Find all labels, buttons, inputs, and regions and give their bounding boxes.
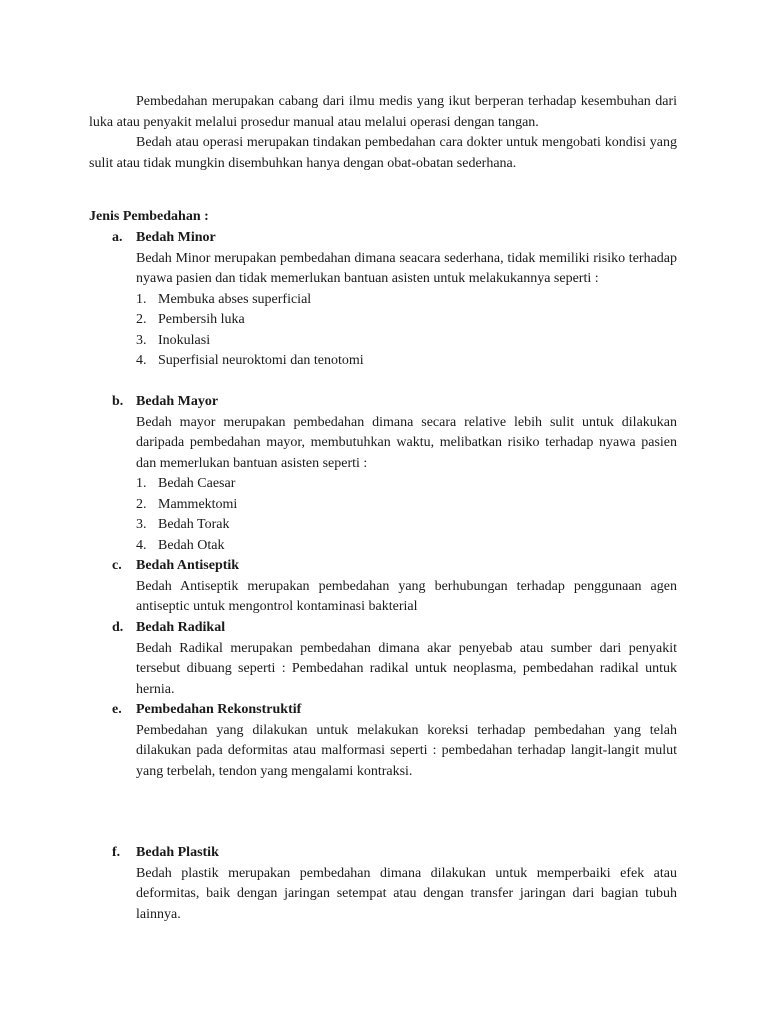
section-title: Bedah Minor [136,230,216,245]
section-description: Bedah Antiseptik merupakan pembedahan yang berhubungan terhadap penggunaan agen antiseptic untuk mengontrol kontaminasi bakterial [136,578,677,614]
section-bedah-minor [112,228,677,372]
list-item-text: Bedah Otak [158,537,225,553]
section-title: Bedah Antiseptik [136,558,240,573]
list-item-text: Membuka abses superficial [158,291,312,307]
list-item [136,536,677,557]
section-pembedahan-rekonstruktif [112,700,677,782]
list-item-number: 1. [136,291,147,307]
intro-paragraph-2: Bedah atau operasi merupakan tindakan pembedahan cara dokter untuk mengobati kondisi yang sulit atau tidak mungkin disembuhkan hanya dengan obat-obatan sederhana. [89,135,677,171]
list-item-text: Bedah Caesar [158,476,236,491]
list-item-text: Inokulasi [158,332,211,348]
section-description: Bedah mayor merupakan pembedahan dimana secara relative lebih sulit untuk dilakukan daripada pembedahan mayor, membutuhkan waktu, melibatkan risiko terhadap nyawa pasien dan memerlukan bantuan asisten seperti : [136,414,677,471]
section-marker: a. [112,230,123,245]
section-bedah-radikal [112,618,677,700]
section-marker: c. [112,558,122,573]
section-title: Bedah Mayor [136,394,219,409]
list-item-text: Mammektomi [158,496,238,512]
list-item-text: Superfisial neuroktomi dan tenotomi [158,353,364,368]
list-item-text: Pembersih luka [158,312,245,327]
list-item [136,495,677,516]
section-bedah-antiseptik [112,556,677,618]
intro-paragraph-1: Pembedahan merupakan cabang dari ilmu medis yang ikut berperan terhadap kesembuhan dari luka atau penyakit melalui prosedur manual atau melalui operasi dengan tangan. [89,94,677,130]
list-item [136,331,677,352]
list-item-number: 1. [136,476,147,491]
section-description: Bedah plastik merupakan pembedahan dimana dilakukan untuk memperbaiki efek atau deformitas, baik dengan jaringan setempat atau dengan transfer jaringan dari bagian tubuh lainnya. [136,865,677,922]
intro-block [89,92,677,174]
section-marker: f. [112,845,121,860]
list-item [136,290,677,311]
list-item-number: 3. [136,332,147,348]
section-title: Bedah Radikal [136,620,226,635]
section-description: Bedah Radikal merupakan pembedahan dimana akar penyebab atau sumber dari penyakit tersebut dibuang seperti : Pembedahan radikal untuk neoplasma, pembedahan radikal untuk hernia. [136,640,677,697]
list-item [136,515,677,536]
list-item [136,351,677,372]
section-description: Pembedahan yang dilakukan untuk melakukan koreksi terhadap pembedahan yang telah dilakukan pada deformitas atau malformasi seperti : pembedahan terhadap langit-langit mulut yang terbelah, tendon yang mengalami kontraksi. [136,722,677,779]
list-item [136,310,677,331]
example-list [136,290,677,372]
section-title: Pembedahan Rekonstruktif [136,702,302,717]
list-item-text: Bedah Torak [158,517,230,532]
list-item-number: 4. [136,537,147,553]
section-marker: d. [112,620,124,635]
list-item-number: 3. [136,517,147,532]
section-bedah-mayor [112,392,677,556]
list-item-number: 4. [136,353,147,368]
list-item-number: 2. [136,496,147,512]
list-item-number: 2. [136,312,147,327]
section-heading: Jenis Pembedahan : [89,209,209,224]
section-title: Bedah Plastik [136,845,219,860]
section-marker: b. [112,394,124,409]
example-list [136,474,677,556]
section-description: Bedah Minor merupakan pembedahan dimana seacara sederhana, tidak memiliki risiko terhadap nyawa pasien dan tidak memerlukan bantuan asisten untuk melakukannya seperti : [136,250,677,286]
list-item [136,474,677,495]
section-marker: e. [112,702,122,717]
section-bedah-plastik [112,843,677,925]
